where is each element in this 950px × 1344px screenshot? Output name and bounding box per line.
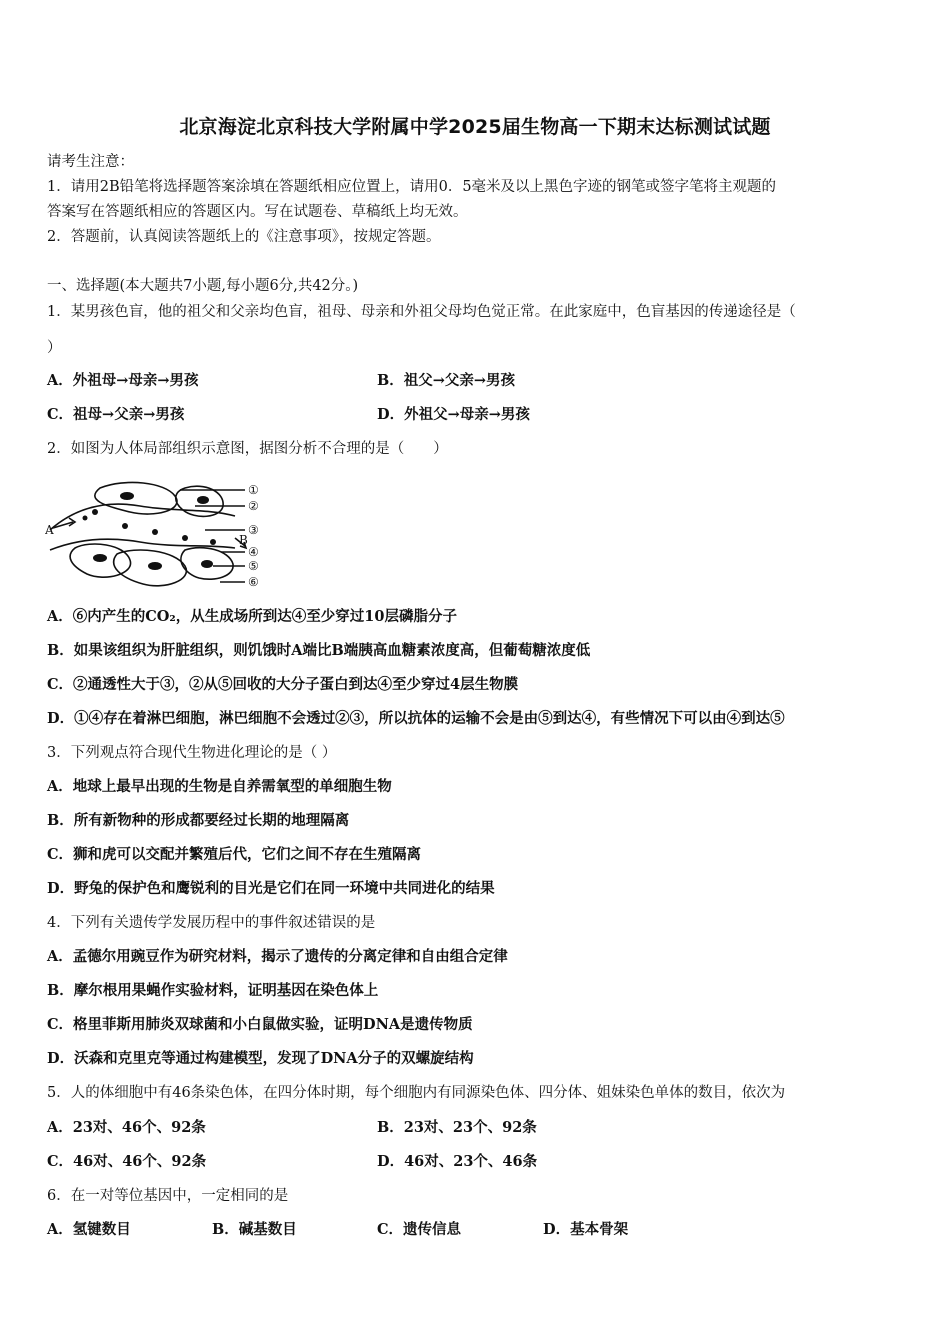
q4-option-c: C．格里菲斯用肺炎双球菌和小白鼠做实验，证明DNA是遗传物质 [47,1016,473,1033]
q2-option-d: D．①④存在着淋巴细胞，淋巴细胞不会透过②③，所以抗体的运输不会是由⑤到达④，有些情况下可以由④到达⑤ [47,710,785,727]
page-title: 北京海淀北京科技大学附属中学2025届生物高一下期末达标测试试题 [179,116,771,138]
diagram-label-a: A [45,523,54,537]
notice-item-1b: 答案写在答题纸相应的答题区内。写在试题卷、草稿纸上均无效。 [47,204,468,220]
diagram-label-6: ⑥ [248,575,259,589]
q1-stem: 1．某男孩色盲，他的祖父和父亲均色盲，祖母、母亲和外祖父母均色觉正常。在此家庭中，色盲基因的传递途径是（ [47,304,796,320]
q1-option-a: A．外祖母→母亲→男孩 [47,372,199,389]
q3-option-d: D．野兔的保护色和鹰锐利的目光是它们在同一环境中共同进化的结果 [47,880,495,897]
section-heading: 一、选择题(本大题共7小题,每小题6分,共42分。) [47,278,359,294]
q5-stem: 5．人的体细胞中有46条染色体，在四分体时期，每个细胞内有同源染色体、四分体、姐妹染色单体的数目，依次为 [47,1085,786,1101]
q3-stem: 3．下列观点符合现代生物进化理论的是（ ） [47,745,337,761]
q4-option-d: D．沃森和克里克等通过构建模型，发现了DNA分子的双螺旋结构 [47,1050,474,1067]
q1-option-c: C．祖母→父亲→男孩 [47,406,185,423]
q4-option-b: B．摩尔根用果蝇作实验材料，证明基因在染色体上 [47,982,379,999]
notice-item-1a: 1．请用2B铅笔将选择题答案涂填在答题纸相应位置上，请用0．5毫米及以上黑色字迹的钢笔或签字笔将主观题的 [47,179,777,195]
q6-option-c: C．遗传信息 [377,1221,462,1238]
q5-option-a: A．23对、46个、92条 [47,1119,206,1136]
q3-option-c: C．狮和虎可以交配并繁殖后代，它们之间不存在生殖隔离 [47,846,422,863]
notice-heading: 请考生注意： [47,154,134,170]
diagram-label-2: ② [248,499,259,513]
q5-option-b: B．23对、23个、92条 [377,1119,537,1136]
diagram-label-4: ④ [248,545,259,559]
notice-item-2: 2．答题前，认真阅读答题纸上的《注意事项》，按规定答题。 [47,229,441,245]
tissue-diagram [45,478,270,593]
diagram-label-b: B [239,533,248,547]
q1-option-d: D．外祖父→母亲→男孩 [377,406,530,423]
diagram-label-3: ③ [248,523,259,537]
q2-option-b: B．如果该组织为肝脏组织，则饥饿时A端比B端胰高血糖素浓度高，但葡萄糖浓度低 [47,642,591,659]
q4-stem: 4．下列有关遗传学发展历程中的事件叙述错误的是 [47,915,376,931]
q6-stem: 6．在一对等位基因中，一定相同的是 [47,1188,289,1204]
q6-option-b: B．碱基数目 [212,1221,297,1238]
q3-option-b: B．所有新物种的形成都要经过长期的地理隔离 [47,812,350,829]
q1-option-b: B．祖父→父亲→男孩 [377,372,516,389]
q1-stem-end: ） [47,340,62,356]
q4-option-a: A．孟德尔用豌豆作为研究材料，揭示了遗传的分离定律和自由组合定律 [47,948,508,965]
q6-option-d: D．基本骨架 [543,1221,629,1238]
q2-option-a: A．⑥内产生的CO₂，从生成场所到达④至少穿过10层磷脂分子 [47,608,457,625]
q5-option-d: D．46对、23个、46条 [377,1153,538,1170]
diagram-label-5: ⑤ [248,559,259,573]
q6-option-a: A．氢键数目 [47,1221,131,1238]
q2-stem: 2．如图为人体局部组织示意图，据图分析不合理的是（ ） [47,441,448,457]
q5-option-c: C．46对、46个、92条 [47,1153,207,1170]
q2-option-c: C．②通透性大于③，②从⑤回收的大分子蛋白到达④至少穿过4层生物膜 [47,676,519,693]
diagram-label-1: ① [248,483,259,497]
q3-option-a: A．地球上最早出现的生物是自养需氧型的单细胞生物 [47,778,392,795]
